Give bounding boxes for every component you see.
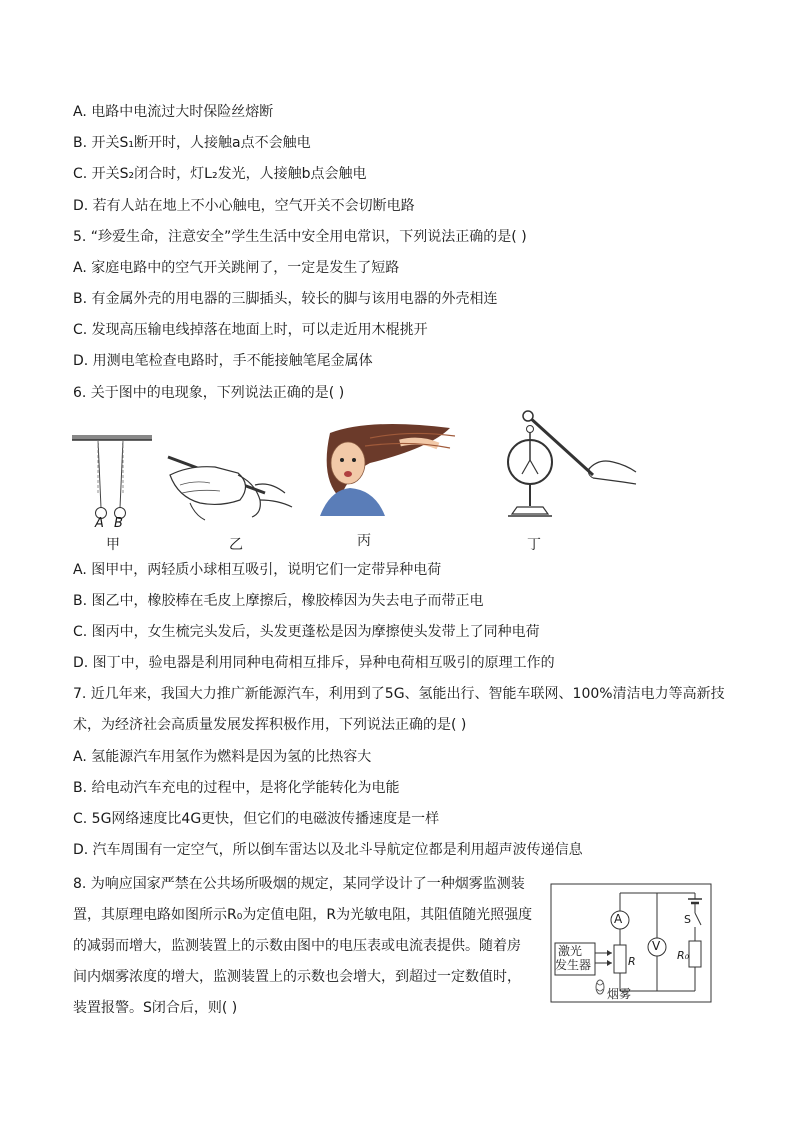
q7-option-d: D. 汽车周围有一定空气，所以倒车雷达以及北斗导航定位都是利用超声波传递信息 xyxy=(73,842,583,858)
laser-label-line1: 激光 xyxy=(558,944,583,958)
q4-option-c: C. 开关S₂闭合时，灯L₂发光，人接触b点会触电 xyxy=(73,166,367,182)
figure-ding-label: 丁 xyxy=(527,537,541,553)
smoke-label: 烟雾 xyxy=(607,987,632,1001)
q4-option-d: D. 若有人站在地上不小心触电，空气开关不会切断电路 xyxy=(73,198,415,214)
figure-jia-hanging-balls xyxy=(68,433,158,538)
ammeter-label: A xyxy=(614,912,623,926)
q8-line4: 间内烟雾浓度的增大，监测装置上的示数也会增大，到超过一定数值时， xyxy=(73,969,521,985)
q8-line3: 的减弱而增大，监测装置上的示数由图中的电压表或电流表提供。随着房 xyxy=(73,938,521,954)
figure-yi-rubbing-rod xyxy=(160,445,295,525)
r-label: R xyxy=(628,955,636,968)
figure-bing-label: 丙 xyxy=(357,533,371,549)
ball-a-label: A xyxy=(95,516,104,531)
q5-option-b: B. 有金属外壳的用电器的三脚插头，较长的脚与该用电器的外壳相连 xyxy=(73,291,498,307)
q7-stem-line2: 术，为经济社会高质量发展发挥积极作用，下列说法正确的是( ) xyxy=(73,717,467,733)
switch-label: S xyxy=(684,913,691,926)
q8-line2: 置，其原理电路如图所示R₀为定值电阻，R为光敏电阻，其阻值随光照强度 xyxy=(73,907,533,923)
q6-option-b: B. 图乙中，橡胶棒在毛皮上摩擦后，橡胶棒因为失去电子而带正电 xyxy=(73,593,484,609)
q8-line5: 装置报警。S闭合后，则( ) xyxy=(73,1000,238,1016)
figure-jia-label: 甲 xyxy=(106,537,120,553)
voltmeter-label: V xyxy=(652,939,661,953)
q5-option-d: D. 用测电笔检查电路时，手不能接触笔尾金属体 xyxy=(73,353,373,369)
q8-line1: 8. 为响应国家严禁在公共场所吸烟的规定，某同学设计了一种烟雾监测装 xyxy=(73,876,525,892)
r0-label: R₀ xyxy=(677,949,690,962)
q6-option-d: D. 图丁中，验电器是利用同种电荷相互排斥，异种电荷相互吸引的原理工作的 xyxy=(73,655,555,671)
q7-stem-line1: 7. 近几年来，我国大力推广新能源汽车，利用到了5G、氢能出行、智能车联网、100%清洁电力等高新技 xyxy=(73,686,725,702)
q7-option-b: B. 给电动汽车充电的过程中，是将化学能转化为电能 xyxy=(73,780,400,796)
q7-option-c: C. 5G网络速度比4G更快，但它们的电磁波传播速度是一样 xyxy=(73,811,440,827)
figure-bing-girl-hair xyxy=(310,418,460,516)
laser-label-line2: 发生器 xyxy=(555,958,592,972)
q5-option-a: A. 家庭电路中的空气开关跳闸了，一定是发生了短路 xyxy=(73,260,400,276)
q6-option-c: C. 图丙中，女生梳完头发后，头发更蓬松是因为摩擦使头发带上了同种电荷 xyxy=(73,624,540,640)
q4-option-b: B. 开关S₁断开时，人接触a点不会触电 xyxy=(73,135,311,151)
q6-stem: 6. 关于图中的电现象，下列说法正确的是( ) xyxy=(73,385,345,401)
ball-b-label: B xyxy=(114,516,123,531)
q7-option-a: A. 氢能源汽车用氢作为燃料是因为氢的比热容大 xyxy=(73,749,372,765)
q4-option-a: A. 电路中电流过大时保险丝熔断 xyxy=(73,104,274,120)
q5-stem: 5. “珍爱生命，注意安全”学生生活中安全用电常识，下列说法正确的是( ) xyxy=(73,229,527,245)
figure-ding-electroscope xyxy=(498,410,638,522)
q5-option-c: C. 发现高压输电线掉落在地面上时，可以走近用木棍挑开 xyxy=(73,322,428,338)
q6-option-a: A. 图甲中，两轻质小球相互吸引，说明它们一定带异种电荷 xyxy=(73,562,442,578)
figure-yi-label: 乙 xyxy=(229,537,243,553)
